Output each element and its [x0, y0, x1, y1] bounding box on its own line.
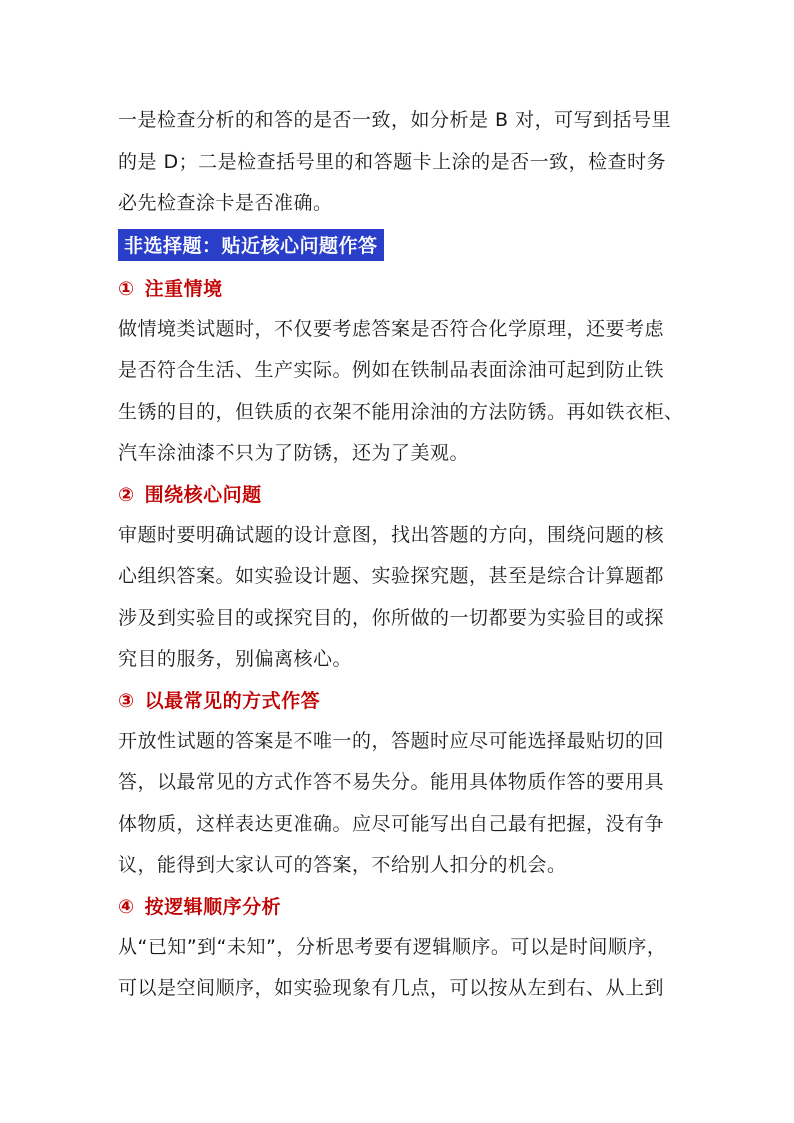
- item-paragraph-3: [118, 721, 688, 887]
- section-title: 非选择题：贴近核心问题作答: [118, 229, 384, 261]
- text-line: 一是检查分析的和答的是否一致，如分析是 B 对，可写到括号里: [118, 109, 672, 131]
- text-line: 必先检查涂卡是否准确。: [118, 192, 333, 214]
- item-number: ④: [118, 895, 135, 918]
- text-line: 答，以最常见的方式作答不易失分。能用具体物质作答的要用具: [118, 771, 665, 793]
- document-page: [118, 100, 688, 1010]
- item-heading-4: [118, 893, 688, 921]
- text-line: 体物质，这样表达更准确。应尽可能写出自己最有把握，没有争: [118, 812, 665, 835]
- text-line: 涉及到实验目的或探究目的，你所做的一切都要为实验目的或探: [118, 606, 665, 629]
- item-title: 围绕核心问题: [144, 483, 262, 506]
- item-paragraph-2: [118, 515, 688, 681]
- text-line: 心组织答案。如实验设计题、实验探究题，甚至是综合计算题都: [118, 565, 665, 587]
- item-heading-1: [118, 275, 688, 303]
- item-paragraph-1: [118, 309, 688, 475]
- item-heading-3: [118, 687, 688, 715]
- item-heading-2: [118, 481, 688, 509]
- text-line: 汽车涂油漆不只为了防锈，还为了美观。: [118, 442, 470, 464]
- text-line: 究目的服务，别偏离核心。: [118, 648, 353, 670]
- intro-paragraph: [118, 100, 688, 225]
- text-line: 可以是空间顺序，如实验现象有几点，可以按从左到右、从上到: [118, 977, 665, 999]
- text-line: 从“已知”到“未知”，分析思考要有逻辑顺序。可以是时间顺序，: [118, 935, 667, 958]
- item-number: ③: [118, 689, 135, 712]
- text-line: 开放性试题的答案是不唯一的，答题时应尽可能选择最贴切的回: [118, 729, 665, 752]
- text-line: 议，能得到大家认可的答案，不给别人扣分的机会。: [118, 854, 567, 876]
- text-line: 是否符合生活、生产实际。例如在铁制品表面涂油可起到防止铁: [118, 359, 665, 381]
- item-number: ②: [118, 483, 135, 506]
- text-line: 做情境类试题时，不仅要考虑答案是否符合化学原理，还要考虑: [118, 317, 665, 340]
- item-title: 以最常见的方式作答: [144, 689, 321, 712]
- text-line: 的是 D；二是检查括号里的和答题卡上涂的是否一致，检查时务: [118, 150, 667, 173]
- item-title: 按逻辑顺序分析: [144, 895, 282, 918]
- item-paragraph-4: [118, 927, 688, 1010]
- text-line: 审题时要明确试题的设计意图，找出答题的方向，围绕问题的核: [118, 523, 665, 546]
- item-number: ①: [118, 277, 135, 300]
- text-line: 生锈的目的，但铁质的衣架不能用涂油的方法防锈。再如铁衣柜、: [118, 400, 684, 423]
- item-title: 注重情境: [144, 277, 223, 300]
